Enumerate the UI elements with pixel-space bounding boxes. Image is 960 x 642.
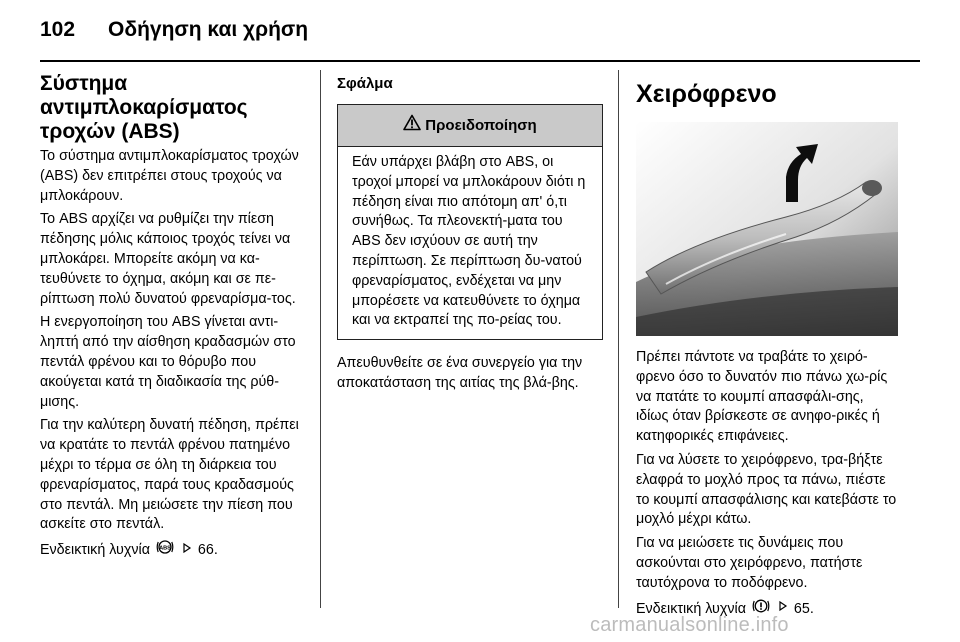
abs-indicator-ref bbox=[40, 539, 308, 562]
abs-heading-line: αντιμπλοκαρίσματος bbox=[40, 96, 248, 119]
abs-paragraph: Για την καλύτερη δυνατή πέδηση, πρέπει να κρατάτε το πεντάλ φρένου πατημένο μέχρι το τέρμα σε όλη τη διάρκεια του φρεναρίσματος, παρά τους κραδασμούς στο πεντάλ. Μη μειώσετε την πίεση που ασκείτε στο πεντάλ. bbox=[40, 417, 299, 533]
abs-column bbox=[40, 72, 308, 566]
abs-paragraph: Το ABS αρχίζει να ρυθμίζει την πίεση πέδησης μόλις κάποιος τροχός τείνει να μπλοκάρει. Μπορείτε ακόμη να κα-τευθύνετε το όχημα, ακόμη και σε πε-ρίπτωση πολύ δυνατού φρεναρίσμα-τος. bbox=[40, 211, 296, 307]
handbrake-paragraph: Πρέπει πάντοτε να τραβάτε το χειρό-φρενο όσο το δυνατόν πιο πάνω χω-ρίς να πατάτε το κουμπί απασφάλι-σης, ιδίως όταν βρίσκεστε σε ανηφο-ρικές ή κατηφορικές επιφάνειες. bbox=[636, 349, 888, 445]
section-title: Οδήγηση και χρήση bbox=[108, 18, 309, 41]
abs-lamp-icon bbox=[156, 539, 174, 562]
abs-paragraph: Η ενεργοποίηση του ABS γίνεται αντι-ληπτή από την αίσθηση κραδασμών στο πεντάλ φρένου και το θόρυβο που ακούγεται κατά τη διαδικασία της ρύθ-μισης. bbox=[40, 314, 296, 410]
warning-box bbox=[337, 104, 603, 340]
warning-body: Εάν υπάρχει βλάβη στο ABS, οι τροχοί μπορεί να μπλοκάρουν διότι η πέδηση είναι πιο απότομη απ' ό,τι συνήθως. Τα πλεονεκτή-ματα του ABS δεν ισχύουν σε αυτή την περίπτωση. Σε περίπτωση δυ-νατού φρεναρίσματος, ενδέχεται να μην μπορέσετε να κατευθύνετε το όχημα και να εκτραπεί της πο-ρείας του. bbox=[352, 154, 586, 329]
fault-column bbox=[337, 72, 603, 398]
column-divider bbox=[320, 70, 321, 608]
indicator-label: Ενδεικτική λυχνία bbox=[636, 600, 746, 617]
abs-paragraph: Το σύστημα αντιμπλοκαρίσματος τροχών (ABS) δεν επιτρέπει στους τροχούς να μπλοκάρουν. bbox=[40, 148, 299, 204]
page-number: 102 bbox=[40, 18, 76, 41]
indicator-page: 65. bbox=[793, 600, 814, 617]
warning-title: Προειδοποίηση bbox=[425, 116, 537, 134]
fault-heading: Σφάλμα bbox=[337, 75, 393, 92]
handbrake-photo bbox=[636, 122, 898, 336]
handbrake-paragraph: Για να μειώσετε τις δυνάμεις που ασκούνται στο χειρόφρενο, πατήστε ταυτόχρονα το ποδόφρενο. bbox=[636, 535, 863, 591]
abs-heading bbox=[40, 72, 308, 144]
page-ref-arrow-icon bbox=[182, 541, 192, 561]
handbrake-column bbox=[636, 72, 898, 624]
handbrake-heading: Χειρόφρενο bbox=[636, 80, 777, 108]
indicator-page: 66. bbox=[197, 542, 218, 559]
abs-heading-line: Σύστημα bbox=[40, 72, 128, 95]
abs-lamp-text: ABS bbox=[159, 545, 171, 552]
fault-after-text: Απευθυνθείτε σε ένα συνεργείο για την αποκατάσταση της αιτίας της βλά-βης. bbox=[337, 355, 583, 391]
warning-triangle-icon bbox=[403, 114, 425, 137]
indicator-label: Ενδεικτική λυχνία bbox=[40, 542, 150, 559]
header-rule bbox=[40, 60, 920, 62]
warning-header bbox=[338, 105, 602, 147]
column-divider bbox=[618, 70, 619, 608]
page-header bbox=[40, 10, 308, 50]
handbrake-paragraph: Για να λύσετε το χειρόφρενο, τρα-βήξτε ελαφρά το μοχλό προς τα πάνω, πιέστε το κουμπί απασφάλισης και κατεβάστε το μοχλό μέχρι κάτω. bbox=[636, 451, 897, 528]
watermark: carmanualsonline.info bbox=[590, 614, 789, 636]
abs-heading-line: τροχών (ABS) bbox=[40, 120, 180, 143]
